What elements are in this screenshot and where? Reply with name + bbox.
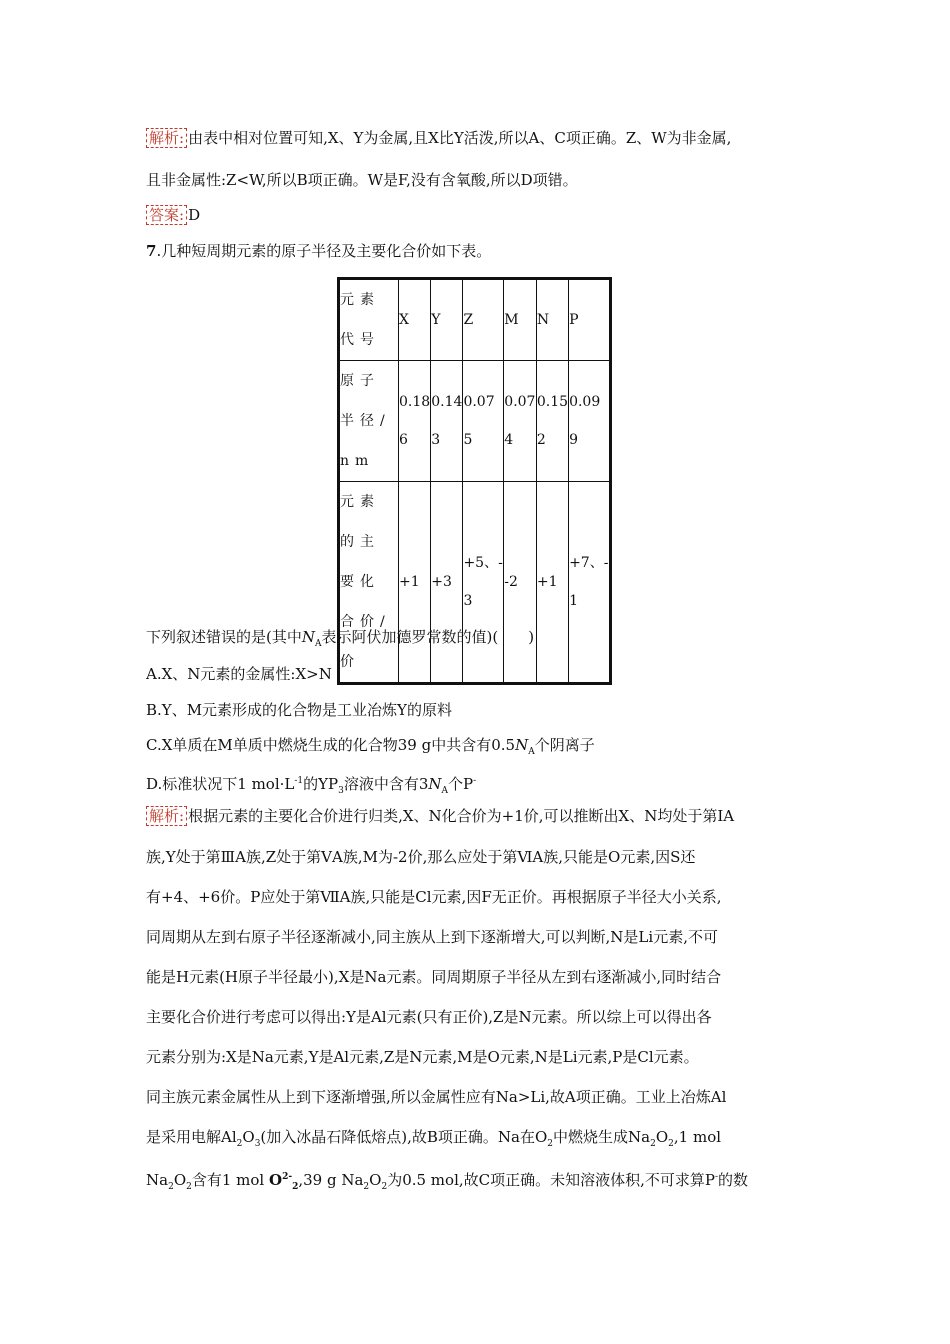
q7-analysis-line: 族,Y处于第ⅢA族,Z处于第ⅤA族,M为-2价,那么应处于第ⅥA族,只能是O元素,因S还	[146, 848, 696, 866]
answer-tag: 答案:	[146, 205, 187, 225]
cell-radius: 0.099	[569, 361, 611, 482]
q7-question: 下列叙述错误的是(其中$N_A$表示阿伏加德罗常数的值)( )	[146, 628, 535, 649]
prev-analysis-line2: 且非金属性:Z<W,所以B项正确。W是F,没有含氧酸,所以D项错。	[146, 171, 578, 189]
cell-valence: +7、-1	[569, 482, 611, 684]
prev-analysis-line1: 解析: 由表中相对位置可知,X、Y为金属,且X比Y活泼,所以A、C项正确。Z、W为非金属,	[146, 128, 731, 148]
q7-analysis-line: 能是H元素(H原子半径最小),X是Na元素。同周期原子半径从左到右逐渐减小,同时结合	[146, 968, 722, 986]
cell-radius: 0.152	[536, 361, 568, 482]
table-row-symbols	[339, 279, 611, 361]
q7-analysis-line: 主要化合价进行考虑可以得出:Y是Al元素(只有正价),Z是N元素。所以综上可以得出各	[146, 1008, 712, 1026]
cell-radius: 0.074	[504, 361, 537, 482]
option-c: C.X单质在M单质中燃烧生成的化合物39 g中共含有$0.5N_A$个阴离子	[146, 736, 595, 757]
q7-analysis-line: 同周期从左到右原子半径逐渐减小,同主族从上到下逐渐增大,可以判断,N是Li元素,不可	[146, 928, 718, 946]
option-b: B.Y、M元素形成的化合物是工业冶炼Y的原料	[146, 701, 452, 719]
q7-analysis-line: 解析: 根据元素的主要化合价进行归类,X、N化合价为+1价,可以推断出X、N均处于第ⅠA	[146, 806, 734, 826]
cell-valence: -2	[504, 482, 537, 684]
cell-symbol: Z	[463, 279, 504, 361]
q7-stem: 7.几种短周期元素的原子半径及主要化合价如下表。	[146, 242, 492, 260]
cell-symbol: X	[399, 279, 431, 361]
answer-value: D	[188, 206, 201, 224]
option-a: A.X、N元素的金属性:X>N	[146, 665, 332, 683]
q7-analysis-line: 元素分别为:X是Na元素,Y是Al元素,Z是N元素,M是O元素,N是Li元素,P是Cl元素。	[146, 1048, 699, 1066]
prev-answer	[146, 205, 200, 225]
q7-analysis-line: 有+4、+6价。P应处于第ⅦA族,只能是Cl元素,因F无正价。再根据原子半径大小关系,	[146, 888, 722, 906]
cell-symbol: P	[569, 279, 611, 361]
cell-symbol: N	[536, 279, 568, 361]
cell-valence: +1	[399, 482, 431, 684]
table-row-radii	[339, 361, 611, 482]
option-d: D.标准状况下1 $mol\cdot L^{-1}$的$YP_3$溶液中含有$3N_A$个P-	[146, 775, 477, 796]
row-header-symbol: 元素代号	[339, 279, 399, 361]
question-number: 7	[146, 242, 157, 260]
cell-valence: +3	[431, 482, 463, 684]
cell-valence: +5、-3	[463, 482, 504, 684]
q7-analysis-line: $Na_2O_2$含有1 mol $O^{2-}_2,39$ g $Na_2O_2$为0.5 mol,故C项正确。未知溶液体积,不可求算P-的数	[146, 1171, 749, 1192]
cell-radius: 0.075	[463, 361, 504, 482]
peroxide-ion: $O^{2-}_2$	[269, 1171, 299, 1192]
cell-symbol: Y	[431, 279, 463, 361]
element-table	[337, 277, 612, 685]
row-header-valence: 元素的主要化合价/价	[339, 482, 399, 684]
analysis-tag: 解析:	[146, 806, 187, 826]
cell-valence: +1	[536, 482, 568, 684]
cell-radius: 0.186	[399, 361, 431, 482]
row-header-radius: 原子半径/nm	[339, 361, 399, 482]
analysis-tag: 解析:	[146, 128, 187, 148]
q7-analysis-line: 同主族元素金属性从上到下逐渐增强,所以金属性应有Na>Li,故A项正确。工业上冶炼Al	[146, 1088, 727, 1106]
cell-symbol: M	[504, 279, 537, 361]
cell-radius: 0.143	[431, 361, 463, 482]
q7-analysis-line: 是采用电解$Al_2O_3$(加入冰晶石降低熔点),故B项正确。Na在$O_2$中燃烧生成$Na_2O_2,1$ mol	[146, 1128, 722, 1149]
